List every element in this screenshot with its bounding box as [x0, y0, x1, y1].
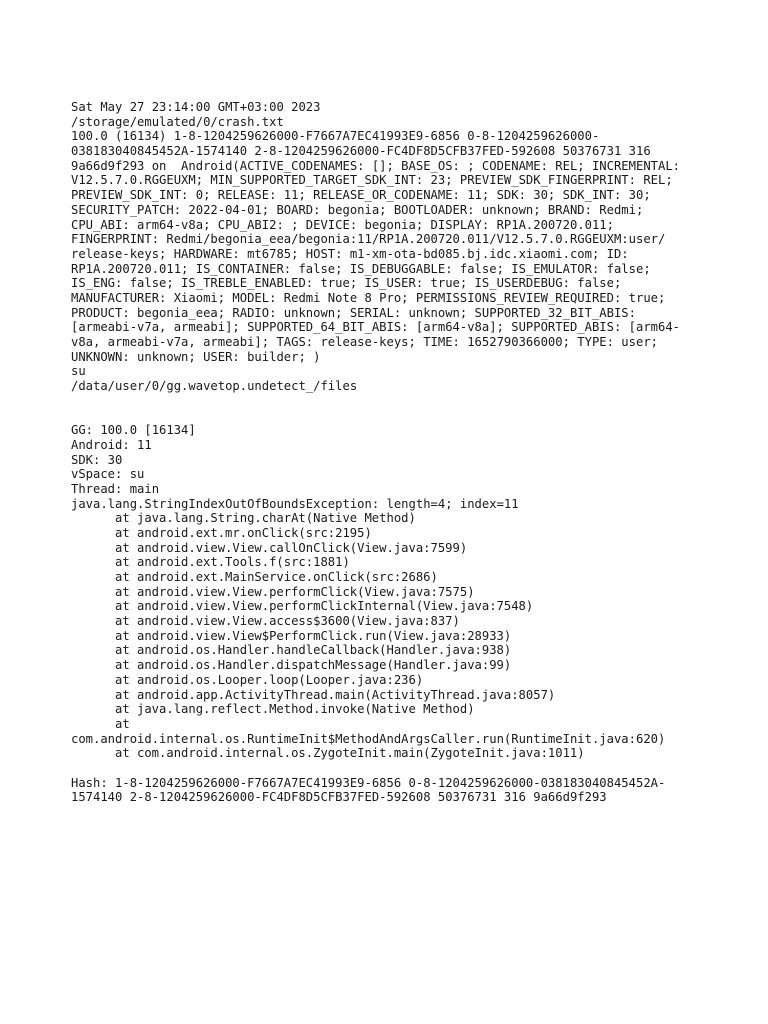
crash-timestamp: Sat May 27 23:14:00 GMT+03:00 2023 — [71, 100, 321, 114]
stack-frame: at — [115, 716, 130, 731]
crash-summary — [71, 423, 711, 496]
build-info-line: UNKNOWN: unknown; USER: builder; ) — [71, 349, 321, 364]
build-info-line: RP1A.200720.011; IS_CONTAINER: false; IS_DEBUGGABLE: false; IS_EMULATOR: false; — [71, 261, 651, 276]
stack-frame: at android.view.View.access$3600(View.java:837) — [115, 614, 460, 629]
build-info-line: IS_ENG: false; IS_TREBLE_ENABLED: true; IS_USER: true; IS_USERDEBUG: false; — [71, 276, 622, 291]
build-info-line: 9a66d9f293 on Android(ACTIVE_CODENAMES: []; BASE_OS: ; CODENAME: REL; INCREMENTAL: — [71, 158, 681, 173]
stack-frame: at android.os.Looper.loop(Looper.java:236) — [115, 672, 424, 687]
build-info-line: v8a, armeabi-v7a, armeabi]; TAGS: release-keys; TIME: 1652790366000; TYPE: user; — [71, 335, 658, 349]
hash-block — [71, 776, 711, 805]
build-info-line: SECURITY_PATCH: 2022-04-01; BOARD: begonia; BOOTLOADER: unknown; BRAND: Redmi; — [71, 202, 644, 217]
stack-frame: at android.view.View.performClick(View.java:7575) — [115, 584, 475, 599]
stack-frame: at android.view.View.performClickInternal(View.java:7548) — [115, 599, 534, 614]
build-info-line: PRODUCT: begonia_eea; RADIO: unknown; SERIAL: unknown; SUPPORTED_32_BIT_ABIS: — [71, 305, 636, 320]
android-version: Android: 11 — [71, 437, 152, 452]
stack-frame: at android.app.ActivityThread.main(ActivityThread.java:8057) — [115, 687, 556, 702]
blank-line — [71, 394, 711, 409]
vspace-value: vSpace: su — [71, 467, 145, 482]
stack-frame: at java.lang.String.charAt(Native Method) — [115, 511, 416, 526]
stack-frame: at android.ext.mr.onClick(src:2195) — [115, 525, 372, 540]
stack-frame-wrapped: com.android.internal.os.RuntimeInit$MethodAndArgsCaller.run(RuntimeInit.java:620) — [71, 731, 666, 746]
build-info-line: 100.0 (16134) 1-8-1204259626000-F7667A7EC41993E9-6856 0-8-1204259626000- — [71, 129, 600, 144]
crash-log-text — [71, 100, 711, 805]
hash-line: 1574140 2-8-1204259626000-FC4DF8D5CFB37FED-592608 50376731 316 9a66d9f293 — [71, 790, 607, 805]
stack-frame: at java.lang.reflect.Method.invoke(Native Method) — [115, 702, 475, 717]
stack-frame: at android.view.View.callOnClick(View.java:7599) — [115, 540, 468, 555]
build-info-line: 038183040845452A-1574140 2-8-1204259626000-FC4DF8D5CFB37FED-592608 50376731 316 — [71, 144, 651, 159]
stack-frame: at android.ext.Tools.f(src:1881) — [115, 555, 350, 570]
exception-message: java.lang.StringIndexOutOfBoundsException: length=4; index=11 — [71, 496, 519, 511]
blank-line — [71, 761, 711, 776]
build-info-line: CPU_ABI: arm64-v8a; CPU_ABI2: ; DEVICE: begonia; DISPLAY: RP1A.200720.011; — [71, 217, 614, 232]
build-info-line: [armeabi-v7a, armeabi]; SUPPORTED_64_BIT_ABIS: [arm64-v8a]; SUPPORTED_ABIS: [arm64- — [71, 320, 681, 335]
sdk-version: SDK: 30 — [71, 452, 123, 467]
crash-file-path: /storage/emulated/0/crash.txt — [71, 114, 284, 129]
files-path: /data/user/0/gg.wavetop.undetect_/files — [71, 379, 358, 394]
blank-line — [71, 408, 711, 423]
build-info-line: release-keys; HARDWARE: mt6785; HOST: m1-xm-ota-bd085.bj.idc.xiaomi.com; ID: — [71, 246, 629, 261]
stack-frame: at com.android.internal.os.ZygoteInit.main(ZygoteInit.java:1011) — [115, 746, 585, 761]
build-info — [71, 129, 711, 364]
build-info-line: FINGERPRINT: Redmi/begonia_eea/begonia:11/RP1A.200720.011/V12.5.7.0.RGGEUXM:user/ — [71, 232, 666, 247]
build-info-line: PREVIEW_SDK_INT: 0; RELEASE: 11; RELEASE_OR_CODENAME: 11; SDK: 30; SDK_INT: 30; — [71, 188, 651, 203]
thread-name: Thread: main — [71, 481, 160, 496]
build-info-line: MANUFACTURER: Xiaomi; MODEL: Redmi Note 8 Pro; PERMISSIONS_REVIEW_REQUIRED: true; — [71, 290, 666, 305]
stack-frame: at android.view.View$PerformClick.run(View.java:28933) — [115, 628, 512, 643]
su-line: su — [71, 364, 86, 379]
build-info-line: V12.5.7.0.RGGEUXM; MIN_SUPPORTED_TARGET_SDK_INT: 23; PREVIEW_SDK_FINGERPRINT: REL; — [71, 173, 673, 188]
stack-trace — [71, 497, 711, 761]
stack-frame: at android.os.Handler.handleCallback(Handler.java:938) — [115, 643, 512, 658]
stack-frame: at android.os.Handler.dispatchMessage(Handler.java:99) — [115, 658, 512, 673]
gg-version: GG: 100.0 [16134] — [71, 423, 196, 438]
stack-frame: at android.ext.MainService.onClick(src:2686) — [115, 570, 438, 584]
hash-line: Hash: 1-8-1204259626000-F7667A7EC41993E9-6856 0-8-1204259626000-038183040845452A- — [71, 775, 666, 790]
